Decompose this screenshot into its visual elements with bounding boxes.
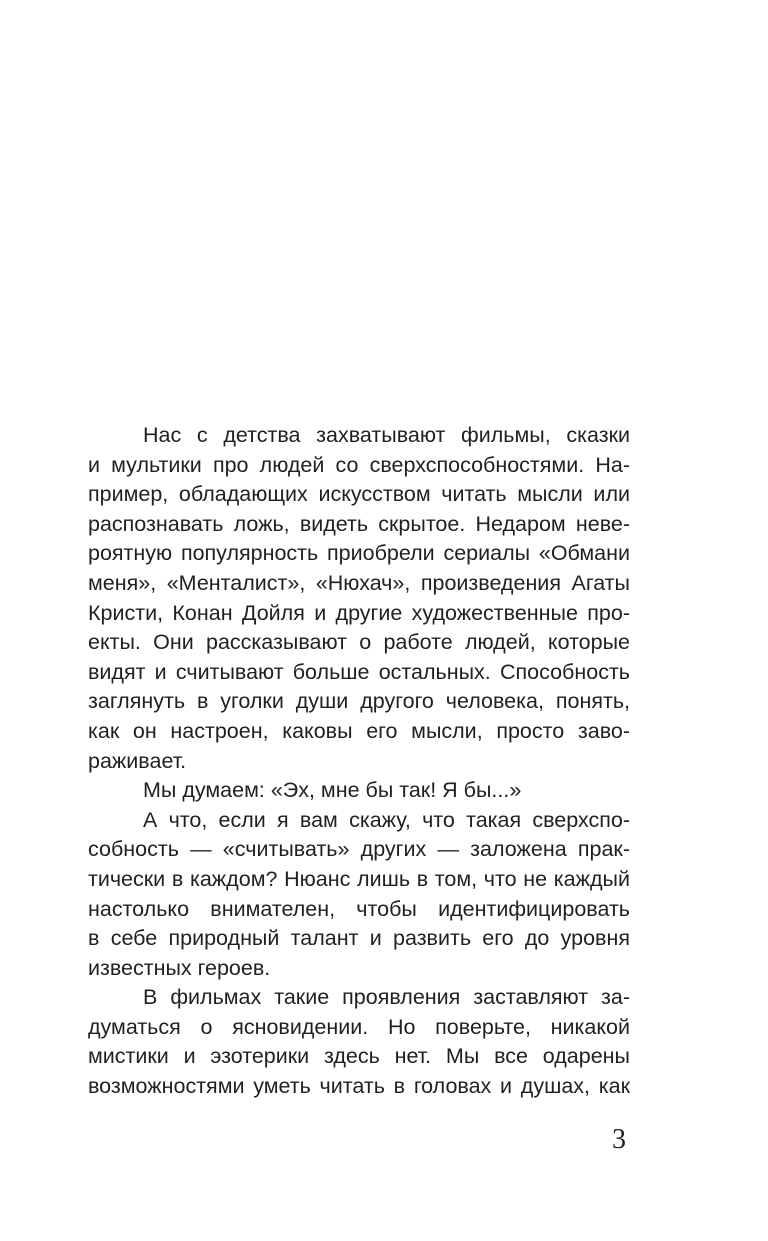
text-line: как он настроен, каковы его мысли, просто заво- bbox=[88, 718, 630, 743]
text-line: пример, обладающих искусством читать мысли или bbox=[88, 482, 630, 507]
text-line: известных героев. bbox=[88, 955, 271, 980]
text-line: заглянуть в уголки души другого человека, понять, bbox=[88, 689, 630, 714]
text-line: В фильмах такие проявления заставляют за- bbox=[143, 985, 630, 1010]
text-line: собность — «считывать» других — заложена прак- bbox=[88, 837, 630, 862]
text-line: и мультики про людей со сверхспособностями. На- bbox=[88, 452, 630, 477]
text-line: роятную популярность приобрели сериалы «Обмани bbox=[88, 541, 630, 566]
paragraph bbox=[88, 421, 630, 776]
text-line: тически в каждом? Нюанс лишь в том, что не каждый bbox=[88, 866, 630, 891]
text-line: распознавать ложь, видеть скрытое. Недаром неве- bbox=[88, 511, 630, 536]
text-line: екты. Они рассказывают о работе людей, которые bbox=[88, 630, 630, 655]
body-text bbox=[88, 421, 630, 1102]
text-line: мистики и эзотерики здесь нет. Мы все одарены bbox=[88, 1044, 630, 1069]
text-line: возможностями уметь читать в головах и душах, как bbox=[88, 1074, 630, 1099]
text-line: видят и считывают больше остальных. Способность bbox=[88, 659, 630, 684]
text-line: Нас с детства захватывают фильмы, сказки bbox=[143, 423, 630, 447]
text-line: Кристи, Конан Дойля и другие художественные про- bbox=[88, 600, 630, 625]
paragraph bbox=[88, 776, 630, 806]
text-line: А что, если я вам скажу, что такая сверхспо- bbox=[143, 807, 630, 832]
paragraph bbox=[88, 806, 630, 984]
paragraph bbox=[88, 983, 630, 1101]
text-line: раживает. bbox=[88, 748, 187, 773]
text-line: думаться о ясновидении. Но поверьте, никакой bbox=[88, 1014, 630, 1039]
page-number: 3 bbox=[612, 1124, 626, 1155]
text-line: в себе природный талант и развить его до уровня bbox=[88, 926, 630, 951]
text-line: меня», «Менталист», «Нюхач», произведения Агаты bbox=[88, 570, 630, 595]
text-line: настолько внимателен, чтобы идентифицировать bbox=[88, 896, 630, 921]
text-line: Мы думаем: «Эх, мне бы так! Я бы...» bbox=[143, 778, 522, 803]
